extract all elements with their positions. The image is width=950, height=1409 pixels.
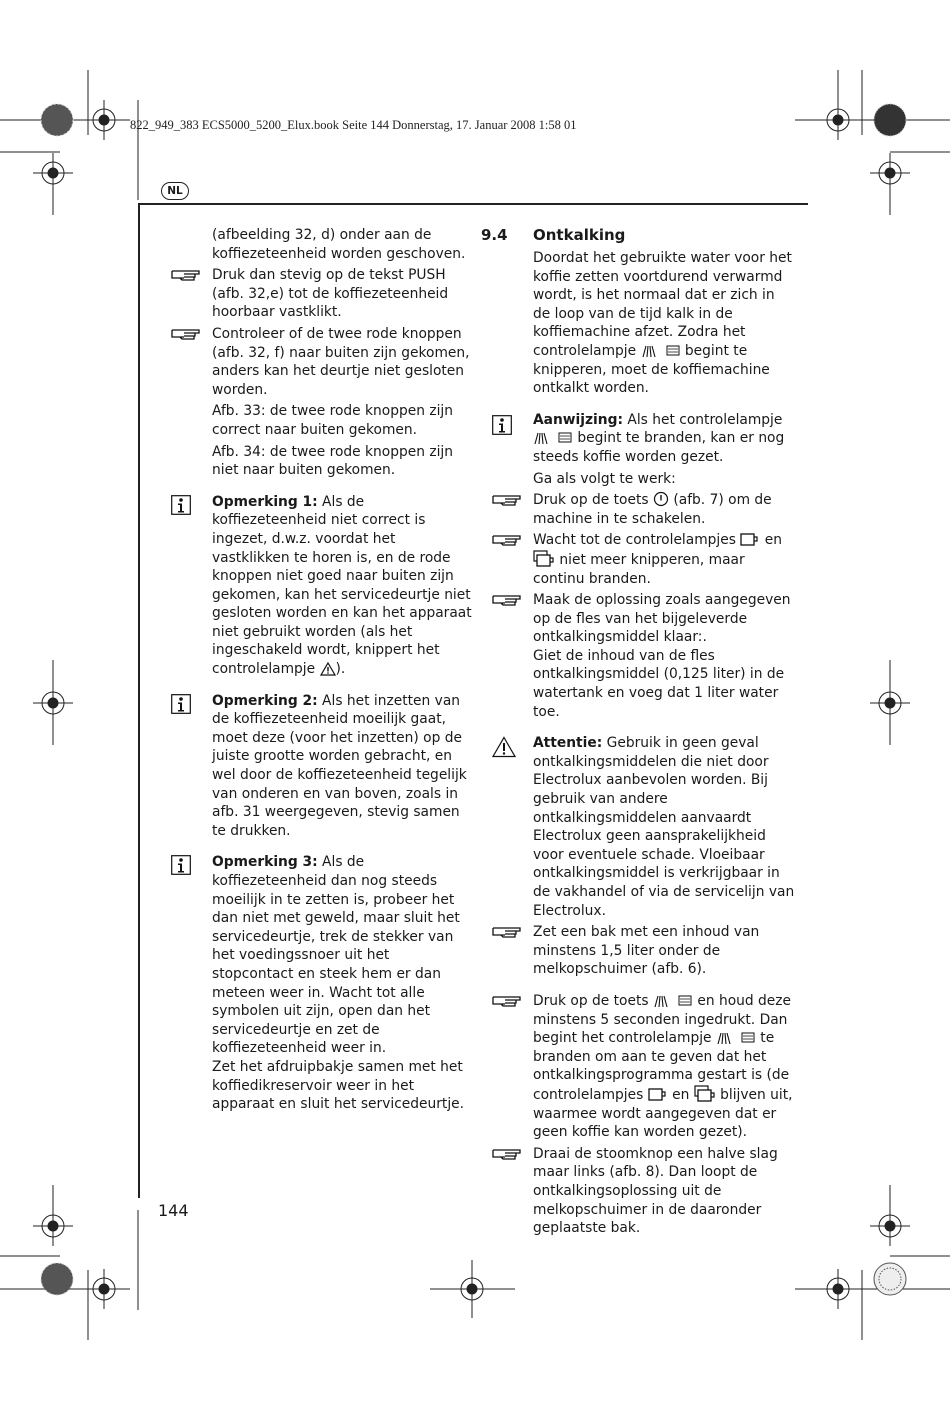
text: Als het controlelampje xyxy=(623,411,783,428)
text: Controleer of de twee rode knoppen (afb. 32, f) naar buiten zijn gekomen, anders kan het deurtje niet gesloten worden. xyxy=(212,325,470,398)
text: Doordat het gebruikte water voor het koffie zetten voortdurend verwarmd wordt, is het normaal dat er zich in de loop van de tijd kalk in de koffiemachine afzet. Zodra het controlelampje xyxy=(533,250,792,359)
two-cups-icon xyxy=(533,550,555,567)
paragraph xyxy=(212,443,474,480)
note-text-continued: Zet het afdruipbakje samen met het koffiedikreservoir weer in het apparaat en sluit het servicedeurtje. xyxy=(212,1058,465,1113)
text: en xyxy=(760,532,782,549)
section-number: 9.4 xyxy=(481,226,508,244)
descale-icon xyxy=(641,344,681,358)
warning-triangle-icon xyxy=(492,736,516,758)
text: Giet de inhoud van de fles ontkalkingsmiddel (0,125 liter) in de watertank en voeg dat 1 liter water toe. xyxy=(533,647,785,720)
text: en xyxy=(667,1086,690,1103)
text: begint te branden, kan er nog steeds koffie worden gezet. xyxy=(533,430,785,465)
instruction-step xyxy=(533,531,795,588)
intro-paragraph xyxy=(533,249,795,398)
info-icon xyxy=(171,495,191,515)
power-icon xyxy=(653,491,669,507)
pointing-hand-icon xyxy=(492,492,522,506)
text: Afb. 34: de twee rode knoppen zijn niet naar buiten gekomen. xyxy=(212,443,454,479)
note-label: Opmerking 1: xyxy=(212,493,318,510)
print-header: 822_949_383 ECS5000_5200_Elux.book Seite 144 Donnerstag, 17. Januar 2008 1:58 01 xyxy=(130,118,577,132)
text: Maak de oplossing zoals aangegeven op de fles van het bijgeleverde ontkalkingsmiddel klaar:. xyxy=(533,592,791,646)
descale-icon xyxy=(533,431,573,445)
info-icon xyxy=(492,415,512,435)
pointing-hand-icon xyxy=(492,993,522,1007)
top-rule xyxy=(138,203,808,205)
instruction-step xyxy=(533,923,795,979)
text: te branden om aan te geven dat het ontkalkingsprogramma gestart is (de controlelampjes xyxy=(533,1030,790,1103)
instruction-step xyxy=(533,591,795,721)
info-icon xyxy=(171,855,191,875)
warning-triangle-icon xyxy=(320,662,336,676)
one-cup-icon xyxy=(740,532,760,547)
warning xyxy=(533,734,795,920)
two-cups-icon xyxy=(694,1085,716,1102)
text: Druk op de toets xyxy=(533,992,649,1009)
hint-label: Aanwijzing: xyxy=(533,411,623,428)
hint xyxy=(533,411,795,467)
left-column xyxy=(212,226,474,1117)
note-2 xyxy=(212,692,474,841)
note-text: Als de koffiezeteenheid niet correct is ingezet, d.w.z. voordat het vastklikken te horen is, en de rode knoppen niet goed naar buiten zijn gekomen, kan het servicedeurtje niet gesloten worden en kan het apparaat niet gebruikt worden (als het ingeschakeld wordt, knippert het controlelampje xyxy=(212,493,472,678)
one-cup-icon xyxy=(648,1087,668,1102)
text: Wacht tot de controlelampjes xyxy=(533,532,736,549)
note-1 xyxy=(212,493,474,679)
text: Druk dan stevig op de tekst PUSH (afb. 32,e) tot de koffiezeteenheid hoorbaar vastklikt. xyxy=(212,267,449,321)
instruction-step xyxy=(212,266,474,322)
descale-icon xyxy=(653,994,693,1008)
text: (afb. 7) om de machine in te schakelen. xyxy=(533,492,772,527)
warning-label: Attentie: xyxy=(533,735,603,752)
instruction-step xyxy=(212,325,474,399)
note-text-end: ). xyxy=(335,661,346,678)
paragraph xyxy=(212,226,474,263)
text: niet meer knipperen, maar continu branden. xyxy=(533,551,745,587)
instruction-step xyxy=(533,1145,795,1238)
text: Ga als volgt te werk: xyxy=(533,470,676,487)
text: Zet een bak met een inhoud van minstens 1,5 liter onder de melkopschuimer (afb. 6). xyxy=(533,924,760,978)
text: Gebruik in geen geval ontkalkingsmiddelen die niet door Electrolux aanbevolen worden. Bij gebruik van andere ontkalkingsmiddelen aanvaardt Electrolux geen aansprakelijkheid voor eventuele schade. Vloeibaar ontkalkingsmiddel is verkrijgbaar in de vakhandel of via de servicelijn van Electrolux. xyxy=(533,735,795,919)
pointing-hand-icon xyxy=(492,924,522,938)
text: Druk op de toets xyxy=(533,492,649,509)
note-label: Opmerking 2: xyxy=(212,692,318,709)
text: (afbeelding 32, d) onder aan de koffiezeteenheid worden geschoven. xyxy=(212,227,466,262)
instruction-step xyxy=(533,491,795,528)
language-badge: NL xyxy=(161,182,189,200)
info-icon xyxy=(171,694,191,714)
steps-intro xyxy=(533,470,795,489)
text: begint te knipperen, moet de koffiemachine ontkalkt worden. xyxy=(533,342,770,397)
paragraph xyxy=(212,402,474,439)
descale-icon xyxy=(716,1031,756,1045)
text: Afb. 33: de twee rode knoppen zijn correct naar buiten gekomen. xyxy=(212,403,454,438)
pointing-hand-icon xyxy=(171,326,201,340)
right-column xyxy=(533,249,795,1241)
text: Draai de stoomknop een halve slag maar links (afb. 8). Dan loopt de ontkalkingsoplossing uit de melkopschuimer in de daaronder geplaatste bak. xyxy=(533,1145,778,1237)
pointing-hand-icon xyxy=(171,267,201,281)
note-text: Als het inzetten van de koffiezeteenheid moeilijk gaat, moet deze (voor het inzetten) op de juiste grootte worden gebracht, en wel door de koffiezeteenheid tegelijk van onderen en van boven, zoals in afb. 31 weergegeven, stevig samen te drukken. xyxy=(212,692,467,839)
instruction-step xyxy=(533,992,795,1142)
left-rule xyxy=(138,203,140,1198)
text: en houd deze minstens 5 seconden ingedrukt. Dan begint het controlelampje xyxy=(533,992,792,1047)
note-3 xyxy=(212,853,474,1113)
note-text: Als de koffiezeteenheid dan nog steeds moeilijk in te zetten is, probeer het dan niet met geweld, maar sluit het servicedeurtje, trek de stekker van het voedingssnoer uit het stopcontact en steek hem er dan meteen weer in. Wacht tot alle symbolen uit zijn, open dan het servicedeurtje en zet de koffiezeteenheid weer in. xyxy=(212,854,460,1057)
text: blijven uit, waarmee wordt aangegeven dat er geen koffie kan worden gezet). xyxy=(533,1086,793,1141)
page-number: 144 xyxy=(158,1201,189,1220)
section-title: Ontkalking xyxy=(533,226,626,244)
pointing-hand-icon xyxy=(492,1146,522,1160)
note-label: Opmerking 3: xyxy=(212,854,318,871)
pointing-hand-icon xyxy=(492,532,522,546)
pointing-hand-icon xyxy=(492,592,522,606)
